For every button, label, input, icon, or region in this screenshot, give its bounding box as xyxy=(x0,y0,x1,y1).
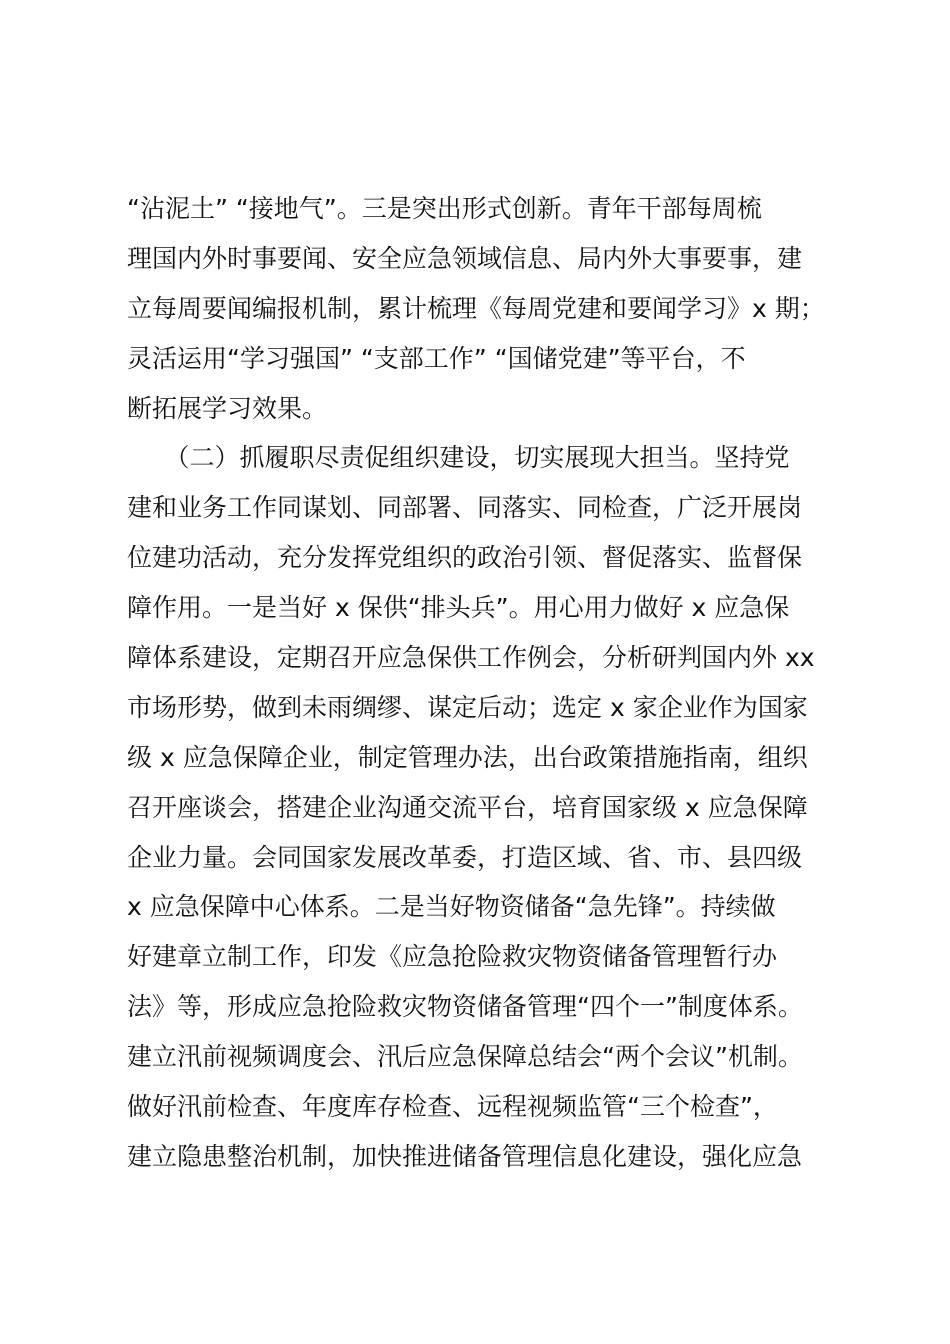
text-line: 法》等，形成应急抢险救灾物资储备管理“四个一”制度体系。 xyxy=(127,992,803,1022)
text-line: 建立汛前视频调度会、汛后应急保障总结会“两个会议”机制。 xyxy=(127,1042,803,1072)
text-line: 立每周要闻编报机制，累计梳理《每周党建和要闻学习》x 期； xyxy=(127,293,825,323)
text-line: “沾泥土” “接地气”。三是突出形式创新。青年干部每周梳 xyxy=(127,194,762,223)
text-line: 市场形势，做到未雨绸缪、谋定后动；选定 x 家企业作为国家 xyxy=(127,692,808,722)
text-line: 障体系建设，定期召开应急保供工作例会，分析研判国内外 xx xyxy=(127,643,815,673)
text-line: 级 x 应急保障企业，制定管理办法，出台政策措施指南，组织 xyxy=(127,742,808,772)
text-line: 位建功活动，充分发挥党组织的政治引领、督促落实、监督保 xyxy=(127,543,803,573)
text-line: 建和业务工作同谋划、同部署、同落实、同检查，广泛开展岗 xyxy=(127,493,803,523)
text-line: 企业力量。会同国家发展改革委，打造区域、省、市、县四级 xyxy=(127,842,803,872)
text-line: 灵活运用“学习强国” “支部工作” “国储党建”等平台，不 xyxy=(127,343,746,373)
text-line: 建立隐患整治机制，加快推进储备管理信息化建设，强化应急 xyxy=(127,1141,803,1171)
body-text xyxy=(127,184,837,1182)
text-line: 障作用。一是当好 x 保供“排头兵”。用心用力做好 x 应急保 xyxy=(127,593,790,623)
text-line: x 应急保障中心体系。二是当好物资储备“急先锋”。持续做 xyxy=(127,892,776,922)
text-line: 理国内外时事要闻、安全应急领域信息、局内外大事要事，建 xyxy=(127,243,803,273)
text-line: 断拓展学习效果。 xyxy=(127,393,328,423)
text-line: 做好汛前检查、年度库存检查、远程视频监管“三个检查”， xyxy=(127,1092,778,1122)
text-line: 好建章立制工作，印发《应急抢险救灾物资储备管理暂行办 xyxy=(127,942,778,972)
section-heading-line: （二）抓履职尽责促组织建设，切实展现大担当。坚持党 xyxy=(127,443,790,473)
text-line: 召开座谈会，搭建企业沟通交流平台，培育国家级 x 应急保障 xyxy=(127,792,808,822)
